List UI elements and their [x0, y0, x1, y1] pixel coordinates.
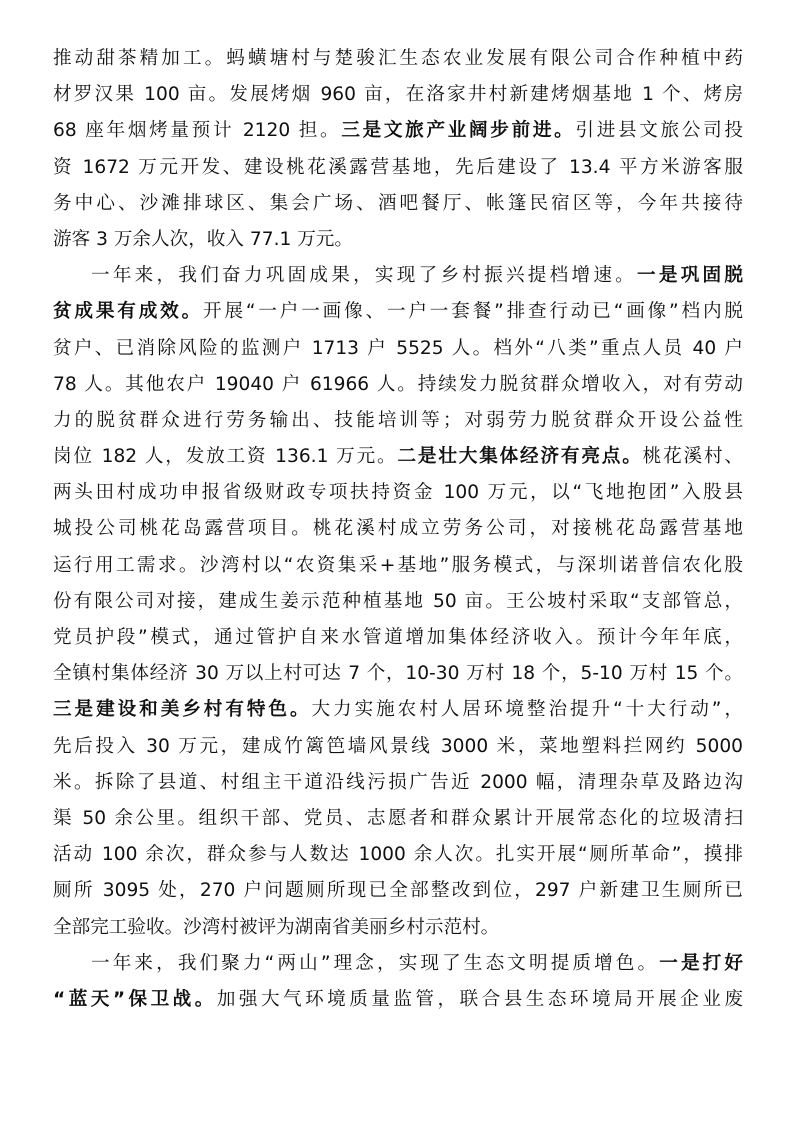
body-text: 贫户、已消除风险的监测户 1713 户 5525 人。档外“八类”重点人员 40 户: [53, 337, 743, 359]
text-line: [53, 511, 743, 547]
bold-heading-text: 一是打好: [659, 952, 743, 974]
body-text: 大力实施农村人居环境整治提升“十大行动”，: [311, 699, 743, 721]
body-text: 先后投入 30 万元，建成竹篱笆墙风景线 3000 米，菜地塑料拦网约 5000: [53, 735, 743, 757]
body-text: 一年来，我们奋力巩固成果，实现了乡村振兴提档增速。: [91, 265, 638, 287]
body-text: 务中心、沙滩排球区、集会广场、酒吧餐厅、帐篷民宿区等，今年共接待: [53, 192, 743, 214]
body-text: 引进县文旅公司投: [575, 120, 743, 142]
text-line: [53, 692, 743, 728]
bold-heading-text: 二是壮大集体经济有亮点。: [397, 446, 643, 468]
text-line: [53, 186, 743, 222]
body-text: 加强大气环境质量监管，联合县生态环境局开展企业废: [216, 988, 743, 1010]
text-line: [53, 584, 743, 620]
body-text: 全镇村集体经济 30 万以上村可达 7 个，10-30 万村 18 个，5-10 万村 15 个。: [53, 663, 743, 685]
text-line: [53, 548, 743, 584]
body-text: 两头田村成功申报省级财政专项扶持资金 100 万元，以“飞地抱团”入股县: [53, 482, 743, 504]
text-line: [53, 946, 743, 982]
body-text: 城投公司桃花岛露营项目。桃花溪村成立劳务公司，对接桃花岛露营基地: [53, 518, 743, 540]
body-text: 推动甜茶精加工。蚂蟥塘村与楚骏汇生态农业发展有限公司合作种植中药: [53, 48, 743, 69]
body-text: 68 座年烟烤量预计 2120 担。: [53, 120, 342, 142]
body-text: 渠 50 余公里。组织干部、党员、志愿者和群众累计开展常态化的垃圾清扫: [53, 807, 743, 829]
body-text: 一年来，我们聚力“两山”理念，实现了生态文明提质增色。: [91, 952, 660, 974]
text-line: [53, 113, 743, 149]
bold-heading-text: 一是巩固脱: [637, 265, 743, 287]
body-text: 全部完工验收。沙湾村被评为湖南省美丽乡村示范村。: [53, 916, 500, 938]
text-line: [53, 367, 743, 403]
text-line: [53, 403, 743, 439]
bold-heading-text: 三是文旅产业阔步前进。: [341, 120, 576, 142]
text-line: [53, 873, 743, 909]
body-text: 党员护段”模式，通过管护自来水管道增加集体经济收入。预计今年年底，: [53, 627, 743, 648]
text-line: [53, 729, 743, 765]
body-text: 厕所 3095 处，270 户问题厕所现已全部整改到位，297 户新建卫生厕所已: [53, 880, 743, 902]
bold-heading-text: 贫成果有成效。: [53, 301, 204, 323]
body-text: 运行用工需求。沙湾村以“农资集采+基地”服务模式，与深圳诺普信农化股: [53, 554, 743, 576]
body-text: 开展“一户一画像、一户一套餐”排查行动已“画像”档内脱: [203, 301, 743, 323]
body-text: 桃花溪村、: [642, 446, 743, 468]
body-text: 岗位 182 人，发放工资 136.1 万元。: [53, 446, 398, 468]
body-text: 份有限公司对接，建成生姜示范种植基地 50 亩。王公坡村采取“支部管总，: [53, 590, 743, 612]
text-line: [53, 258, 743, 294]
body-text: 78 人。其他农户 19040 户 61966 人。持续发力脱贫群众增收入，对有劳动: [53, 373, 743, 395]
body-text: 材罗汉果 100 亩。发展烤烟 960 亩，在洛家井村新建烤烟基地 1 个、烤房: [53, 84, 743, 106]
text-line: [53, 222, 743, 258]
bold-heading-text: 三是建设和美乡村有特色。: [53, 699, 312, 721]
text-line: [53, 982, 743, 1018]
text-line: [53, 439, 743, 475]
text-line: [53, 41, 743, 77]
body-text: 游客 3 万余人次，收入 77.1 万元。: [53, 228, 353, 250]
text-line: [53, 475, 743, 511]
body-text: 力的脱贫群众进行劳务输出、技能培训等；对弱劳力脱贫群众开设公益性: [53, 409, 743, 431]
document-body: [53, 41, 743, 1018]
text-line: [53, 801, 743, 837]
body-text: 资 1672 万元开发、建设桃花溪露营基地，先后建设了 13.4 平方米游客服: [53, 156, 743, 178]
text-line: [53, 620, 743, 656]
bold-heading-text: “蓝天”保卫战。: [53, 988, 217, 1010]
body-text: 活动 100 余次，群众参与人数达 1000 余人次。扎实开展“厕所革命”，摸排: [53, 844, 743, 866]
text-line: [53, 331, 743, 367]
text-line: [53, 910, 743, 946]
text-line: [53, 77, 743, 113]
text-line: [53, 150, 743, 186]
body-text: 米。拆除了县道、村组主干道沿线污损广告近 2000 幅，清理杂草及路边沟: [53, 771, 743, 793]
text-line: [53, 294, 743, 330]
text-line: [53, 837, 743, 873]
text-line: [53, 765, 743, 801]
text-line: [53, 656, 743, 692]
